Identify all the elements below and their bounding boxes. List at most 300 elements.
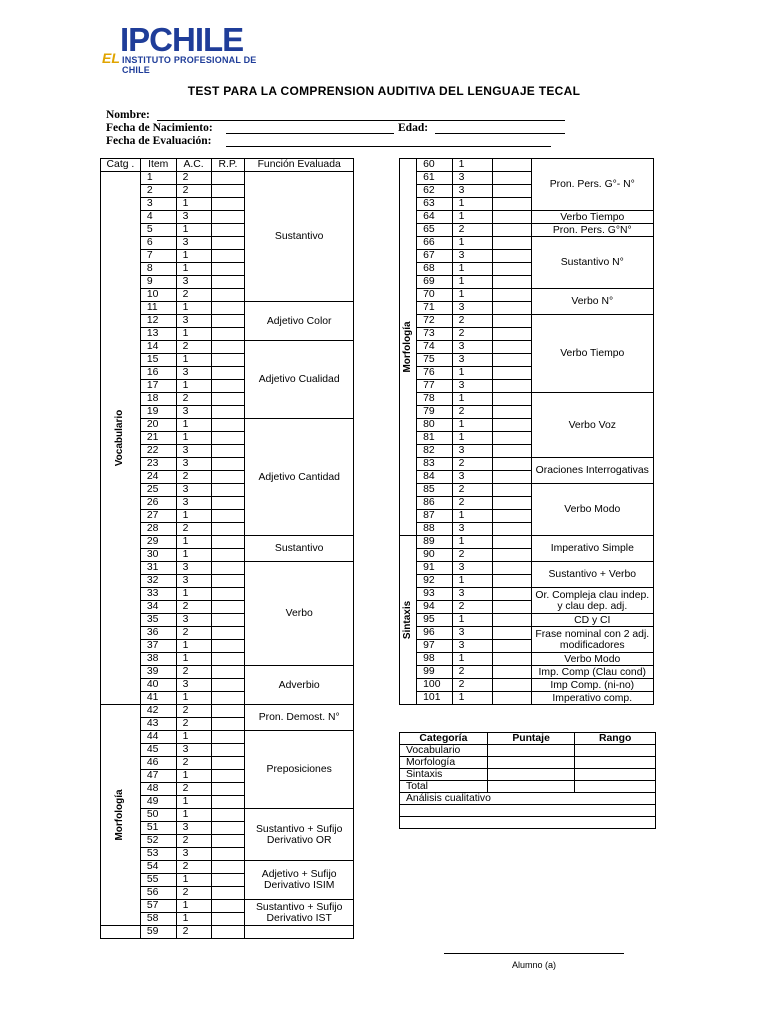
ac-value: 2 xyxy=(452,458,492,471)
item-number: 13 xyxy=(140,328,176,341)
rp-input[interactable] xyxy=(492,484,531,497)
table-row xyxy=(400,484,654,497)
function-evaluated: Verbo Modo xyxy=(531,653,653,666)
ac-value: 2 xyxy=(176,172,211,185)
rp-input[interactable] xyxy=(211,562,245,575)
ac-value: 2 xyxy=(176,393,211,406)
rp-input[interactable] xyxy=(211,744,245,757)
logo-el-text: EL xyxy=(102,50,120,66)
ac-value: 1 xyxy=(176,302,211,315)
item-number: 65 xyxy=(417,224,452,237)
rp-input[interactable] xyxy=(492,562,531,575)
item-number: 31 xyxy=(140,562,176,575)
ac-value: 1 xyxy=(176,263,211,276)
ac-value: 3 xyxy=(452,380,492,393)
rp-input[interactable] xyxy=(211,406,245,419)
rp-input[interactable] xyxy=(211,250,245,263)
function-evaluated: Verbo N° xyxy=(531,289,653,315)
ac-value: 1 xyxy=(176,809,211,822)
ac-value: 1 xyxy=(452,575,492,588)
ac-value: 1 xyxy=(176,900,211,913)
rp-input[interactable] xyxy=(492,510,531,523)
rp-input[interactable] xyxy=(211,380,245,393)
function-evaluated: Frase nominal con 2 adj. modificadores xyxy=(531,627,653,653)
rp-input[interactable] xyxy=(211,302,245,315)
rp-input[interactable] xyxy=(492,237,531,250)
rp-input[interactable] xyxy=(492,250,531,263)
item-number: 61 xyxy=(417,172,452,185)
rp-input[interactable] xyxy=(492,419,531,432)
rp-input[interactable] xyxy=(211,822,245,835)
function-evaluated: Verbo Voz xyxy=(531,393,653,458)
item-number: 23 xyxy=(140,458,176,471)
rp-input[interactable] xyxy=(492,185,531,198)
rango-cell[interactable] xyxy=(575,757,656,769)
table-row xyxy=(400,588,654,601)
rp-input[interactable] xyxy=(211,393,245,406)
item-number: 57 xyxy=(140,900,176,913)
rp-input[interactable] xyxy=(211,796,245,809)
rp-input[interactable] xyxy=(492,575,531,588)
rp-input[interactable] xyxy=(492,458,531,471)
rp-input[interactable] xyxy=(211,679,245,692)
table-row xyxy=(101,172,354,185)
rp-input[interactable] xyxy=(492,588,531,601)
table-row xyxy=(400,393,654,406)
ac-value: 1 xyxy=(452,276,492,289)
rango-cell[interactable] xyxy=(575,769,656,781)
item-number: 101 xyxy=(417,692,452,705)
ac-value: 2 xyxy=(176,757,211,770)
item-number: 17 xyxy=(140,380,176,393)
fecha-nacimiento-line[interactable] xyxy=(226,133,394,134)
item-number: 88 xyxy=(417,523,452,536)
rp-input[interactable] xyxy=(211,276,245,289)
item-number: 79 xyxy=(417,406,452,419)
rp-input[interactable] xyxy=(492,367,531,380)
item-number: 33 xyxy=(140,588,176,601)
rp-input[interactable] xyxy=(211,549,245,562)
function-evaluated: Imp Comp. (ni-no) xyxy=(531,679,653,692)
rp-input[interactable] xyxy=(492,159,531,172)
ac-value: 1 xyxy=(176,510,211,523)
ac-value: 3 xyxy=(176,276,211,289)
category-label-morfologia: Morfología xyxy=(402,321,414,373)
item-number: 83 xyxy=(417,458,452,471)
rp-input[interactable] xyxy=(211,263,245,276)
rp-input[interactable] xyxy=(211,497,245,510)
rp-input[interactable] xyxy=(492,328,531,341)
ac-value: 3 xyxy=(176,562,211,575)
rp-input[interactable] xyxy=(492,692,531,705)
ac-value: 1 xyxy=(176,536,211,549)
rp-input[interactable] xyxy=(211,575,245,588)
item-number: 63 xyxy=(417,198,452,211)
rp-input[interactable] xyxy=(211,666,245,679)
rp-input[interactable] xyxy=(492,549,531,562)
table-row xyxy=(400,289,654,302)
rp-input[interactable] xyxy=(492,315,531,328)
function-evaluated: Adjetivo Cualidad xyxy=(245,341,354,419)
rp-input[interactable] xyxy=(492,601,531,614)
header-ac: A.C. xyxy=(176,159,211,172)
rp-input[interactable] xyxy=(492,471,531,484)
category-label-sintaxis: Sintaxis xyxy=(402,600,414,640)
item-number: 90 xyxy=(417,549,452,562)
rp-input[interactable] xyxy=(211,900,245,913)
ac-value: 1 xyxy=(452,692,492,705)
rp-input[interactable] xyxy=(492,393,531,406)
item-number: 19 xyxy=(140,406,176,419)
rp-input[interactable] xyxy=(211,354,245,367)
category-cell xyxy=(101,926,141,939)
ac-value: 1 xyxy=(176,640,211,653)
rp-input[interactable] xyxy=(211,237,245,250)
ac-value: 3 xyxy=(452,250,492,263)
rp-input[interactable] xyxy=(211,367,245,380)
item-number: 74 xyxy=(417,341,452,354)
item-number: 95 xyxy=(417,614,452,627)
function-evaluated: CD y CI xyxy=(531,614,653,627)
rp-input[interactable] xyxy=(211,471,245,484)
rp-input[interactable] xyxy=(211,432,245,445)
summary-label: Vocabulario xyxy=(400,745,488,757)
item-number: 10 xyxy=(140,289,176,302)
rp-input[interactable] xyxy=(211,913,245,926)
rp-input[interactable] xyxy=(211,185,245,198)
table-row xyxy=(101,926,354,939)
ipchile-logo xyxy=(102,21,282,75)
function-evaluated: Verbo Tiempo xyxy=(531,211,653,224)
function-evaluated: Verbo Tiempo xyxy=(531,315,653,393)
rp-input[interactable] xyxy=(211,718,245,731)
item-number: 81 xyxy=(417,432,452,445)
ac-value: 1 xyxy=(452,263,492,276)
ac-value: 2 xyxy=(452,224,492,237)
rp-input[interactable] xyxy=(211,341,245,354)
item-number: 70 xyxy=(417,289,452,302)
rp-input[interactable] xyxy=(211,445,245,458)
function-evaluated: Oraciones Interrogativas xyxy=(531,458,653,484)
rp-input[interactable] xyxy=(211,523,245,536)
ac-value: 3 xyxy=(176,679,211,692)
rp-input[interactable] xyxy=(492,380,531,393)
ac-value: 1 xyxy=(176,354,211,367)
ac-value: 2 xyxy=(176,471,211,484)
ac-value: 2 xyxy=(452,497,492,510)
puntaje-cell[interactable] xyxy=(487,757,575,769)
ac-value: 3 xyxy=(452,588,492,601)
item-number: 56 xyxy=(140,887,176,900)
rp-input[interactable] xyxy=(211,627,245,640)
rp-input[interactable] xyxy=(211,692,245,705)
item-number: 27 xyxy=(140,510,176,523)
rp-input[interactable] xyxy=(211,874,245,887)
item-number: 11 xyxy=(140,302,176,315)
analisis-input[interactable] xyxy=(400,805,656,817)
rp-input[interactable] xyxy=(211,770,245,783)
rp-input[interactable] xyxy=(492,211,531,224)
rp-input[interactable] xyxy=(492,406,531,419)
item-number: 45 xyxy=(140,744,176,757)
item-number: 86 xyxy=(417,497,452,510)
analisis-row xyxy=(400,793,656,805)
table-row xyxy=(400,224,654,237)
rp-input[interactable] xyxy=(492,432,531,445)
ac-value: 3 xyxy=(452,471,492,484)
table-row xyxy=(400,562,654,575)
rp-input[interactable] xyxy=(211,198,245,211)
item-number: 76 xyxy=(417,367,452,380)
ac-value: 1 xyxy=(176,770,211,783)
rp-input[interactable] xyxy=(211,861,245,874)
edad-label: Edad: xyxy=(398,122,429,134)
item-number: 91 xyxy=(417,562,452,575)
function-evaluated: Sustantivo N° xyxy=(531,237,653,289)
rp-input[interactable] xyxy=(211,783,245,796)
rp-input[interactable] xyxy=(211,835,245,848)
item-number: 3 xyxy=(140,198,176,211)
ac-value: 3 xyxy=(176,458,211,471)
item-number: 38 xyxy=(140,653,176,666)
item-number: 8 xyxy=(140,263,176,276)
item-number: 40 xyxy=(140,679,176,692)
item-number: 66 xyxy=(417,237,452,250)
ac-value: 2 xyxy=(452,549,492,562)
rp-input[interactable] xyxy=(492,666,531,679)
ac-value: 1 xyxy=(452,432,492,445)
fecha-nacimiento-label: Fecha de Nacimiento: xyxy=(106,122,213,134)
summary-label: Sintaxis xyxy=(400,769,488,781)
rp-input[interactable] xyxy=(211,172,245,185)
item-number: 5 xyxy=(140,224,176,237)
item-number: 59 xyxy=(140,926,176,939)
ac-value: 3 xyxy=(176,237,211,250)
rp-input[interactable] xyxy=(211,705,245,718)
nombre-line[interactable] xyxy=(157,120,565,121)
item-number: 29 xyxy=(140,536,176,549)
item-number: 68 xyxy=(417,263,452,276)
rp-input[interactable] xyxy=(211,328,245,341)
puntaje-cell[interactable] xyxy=(487,745,575,757)
rp-input[interactable] xyxy=(211,484,245,497)
rp-input[interactable] xyxy=(211,848,245,861)
item-number: 1 xyxy=(140,172,176,185)
ac-value: 3 xyxy=(452,302,492,315)
item-number: 97 xyxy=(417,640,452,653)
fecha-evaluacion-line[interactable] xyxy=(226,146,551,147)
header-item: Item xyxy=(140,159,176,172)
function-evaluated: Adjetivo Color xyxy=(245,302,354,341)
rp-input[interactable] xyxy=(492,536,531,549)
rp-input[interactable] xyxy=(211,211,245,224)
ac-value: 1 xyxy=(452,393,492,406)
item-number: 54 xyxy=(140,861,176,874)
item-number: 26 xyxy=(140,497,176,510)
item-number: 75 xyxy=(417,354,452,367)
rp-input[interactable] xyxy=(211,458,245,471)
ac-value: 1 xyxy=(176,419,211,432)
table-row xyxy=(400,614,654,627)
ac-value: 2 xyxy=(452,601,492,614)
ac-value: 3 xyxy=(176,367,211,380)
rp-input[interactable] xyxy=(492,497,531,510)
function-evaluated: Pron. Demost. N° xyxy=(245,705,354,731)
summary-label: Morfología xyxy=(400,757,488,769)
rp-input[interactable] xyxy=(211,601,245,614)
summary-header-puntaje: Puntaje xyxy=(487,733,575,745)
ac-value: 1 xyxy=(176,549,211,562)
item-number: 9 xyxy=(140,276,176,289)
table-row xyxy=(400,237,654,250)
rp-input[interactable] xyxy=(492,653,531,666)
item-number: 49 xyxy=(140,796,176,809)
puntaje-cell[interactable] xyxy=(487,769,575,781)
ac-value: 1 xyxy=(176,198,211,211)
rp-input[interactable] xyxy=(492,263,531,276)
logo-main-text: IPCHILE xyxy=(120,21,244,58)
ac-value: 1 xyxy=(452,367,492,380)
rp-input[interactable] xyxy=(211,757,245,770)
category-cell xyxy=(101,705,141,926)
left-items-table xyxy=(100,158,354,939)
rp-input[interactable] xyxy=(492,523,531,536)
summary-table xyxy=(399,732,656,829)
ac-value: 3 xyxy=(176,484,211,497)
rp-input[interactable] xyxy=(492,640,531,653)
rp-input[interactable] xyxy=(492,302,531,315)
rp-input[interactable] xyxy=(492,614,531,627)
header-row xyxy=(101,159,354,172)
rp-input[interactable] xyxy=(211,614,245,627)
item-number: 50 xyxy=(140,809,176,822)
header-catg: Catg . xyxy=(101,159,141,172)
ac-value: 3 xyxy=(176,497,211,510)
item-number: 48 xyxy=(140,783,176,796)
rp-input[interactable] xyxy=(211,536,245,549)
ac-value: 3 xyxy=(176,211,211,224)
function-evaluated: Sustantivo xyxy=(245,172,354,302)
item-number: 58 xyxy=(140,913,176,926)
ac-value: 1 xyxy=(176,796,211,809)
rp-input[interactable] xyxy=(492,445,531,458)
rp-input[interactable] xyxy=(492,627,531,640)
item-number: 53 xyxy=(140,848,176,861)
item-number: 100 xyxy=(417,679,452,692)
item-number: 43 xyxy=(140,718,176,731)
rp-input[interactable] xyxy=(211,289,245,302)
item-number: 96 xyxy=(417,627,452,640)
rp-input[interactable] xyxy=(492,679,531,692)
ac-value: 1 xyxy=(176,224,211,237)
rp-input[interactable] xyxy=(211,653,245,666)
rp-input[interactable] xyxy=(492,354,531,367)
function-evaluated: Or. Compleja clau indep. y clau dep. adj. xyxy=(531,588,653,614)
document-title: TEST PARA LA COMPRENSION AUDITIVA DEL LENGUAJE TECAL xyxy=(187,84,581,98)
summary-row xyxy=(400,745,656,757)
rango-cell[interactable] xyxy=(575,781,656,793)
item-number: 73 xyxy=(417,328,452,341)
summary-row xyxy=(400,769,656,781)
rp-input[interactable] xyxy=(211,510,245,523)
item-number: 14 xyxy=(140,341,176,354)
item-number: 30 xyxy=(140,549,176,562)
item-number: 28 xyxy=(140,523,176,536)
item-number: 72 xyxy=(417,315,452,328)
ac-value: 1 xyxy=(452,614,492,627)
ac-value: 1 xyxy=(452,419,492,432)
ac-value: 1 xyxy=(176,432,211,445)
category-label-morfologia: Morfología xyxy=(114,789,126,841)
category-label-vocabulario: Vocabulario xyxy=(114,409,126,467)
signature-line[interactable] xyxy=(444,953,624,954)
function-evaluated: Pron. Pers. G°N° xyxy=(531,224,653,237)
rp-input[interactable] xyxy=(492,276,531,289)
item-number: 34 xyxy=(140,601,176,614)
rp-input[interactable] xyxy=(492,341,531,354)
ac-value: 2 xyxy=(452,679,492,692)
item-number: 71 xyxy=(417,302,452,315)
rp-input[interactable] xyxy=(211,731,245,744)
rp-input[interactable] xyxy=(211,809,245,822)
rp-input[interactable] xyxy=(211,926,245,939)
rp-input[interactable] xyxy=(492,224,531,237)
function-evaluated: Adjetivo Cantidad xyxy=(245,419,354,536)
ac-value: 1 xyxy=(452,510,492,523)
function-evaluated: Imp. Comp (Clau cond) xyxy=(531,666,653,679)
function-evaluated: Sustantivo xyxy=(245,536,354,562)
item-number: 89 xyxy=(417,536,452,549)
rp-input[interactable] xyxy=(211,887,245,900)
rp-input[interactable] xyxy=(492,172,531,185)
item-number: 41 xyxy=(140,692,176,705)
rp-input[interactable] xyxy=(211,419,245,432)
ac-value: 1 xyxy=(176,913,211,926)
ac-value: 2 xyxy=(452,406,492,419)
ac-value: 2 xyxy=(176,861,211,874)
item-number: 98 xyxy=(417,653,452,666)
ac-value: 2 xyxy=(176,289,211,302)
ac-value: 3 xyxy=(452,445,492,458)
item-number: 84 xyxy=(417,471,452,484)
edad-line[interactable] xyxy=(435,133,565,134)
ac-value: 2 xyxy=(452,328,492,341)
item-number: 18 xyxy=(140,393,176,406)
analisis-input[interactable] xyxy=(400,817,656,829)
summary-label: Total xyxy=(400,781,488,793)
rp-input[interactable] xyxy=(211,315,245,328)
ac-value: 1 xyxy=(452,198,492,211)
item-number: 47 xyxy=(140,770,176,783)
ac-value: 3 xyxy=(176,744,211,757)
ac-value: 2 xyxy=(176,705,211,718)
rp-input[interactable] xyxy=(211,588,245,601)
analisis-blank-row xyxy=(400,817,656,829)
rango-cell[interactable] xyxy=(575,745,656,757)
puntaje-cell[interactable] xyxy=(487,781,575,793)
rp-input[interactable] xyxy=(492,289,531,302)
function-evaluated: Adverbio xyxy=(245,666,354,705)
ac-value: 2 xyxy=(176,718,211,731)
rp-input[interactable] xyxy=(211,640,245,653)
ac-value: 3 xyxy=(452,354,492,367)
function-evaluated: Sustantivo + Sufijo Derivativo OR xyxy=(245,809,354,861)
summary-row xyxy=(400,781,656,793)
rp-input[interactable] xyxy=(492,198,531,211)
rp-input[interactable] xyxy=(211,224,245,237)
item-number: 22 xyxy=(140,445,176,458)
ac-value: 3 xyxy=(176,614,211,627)
